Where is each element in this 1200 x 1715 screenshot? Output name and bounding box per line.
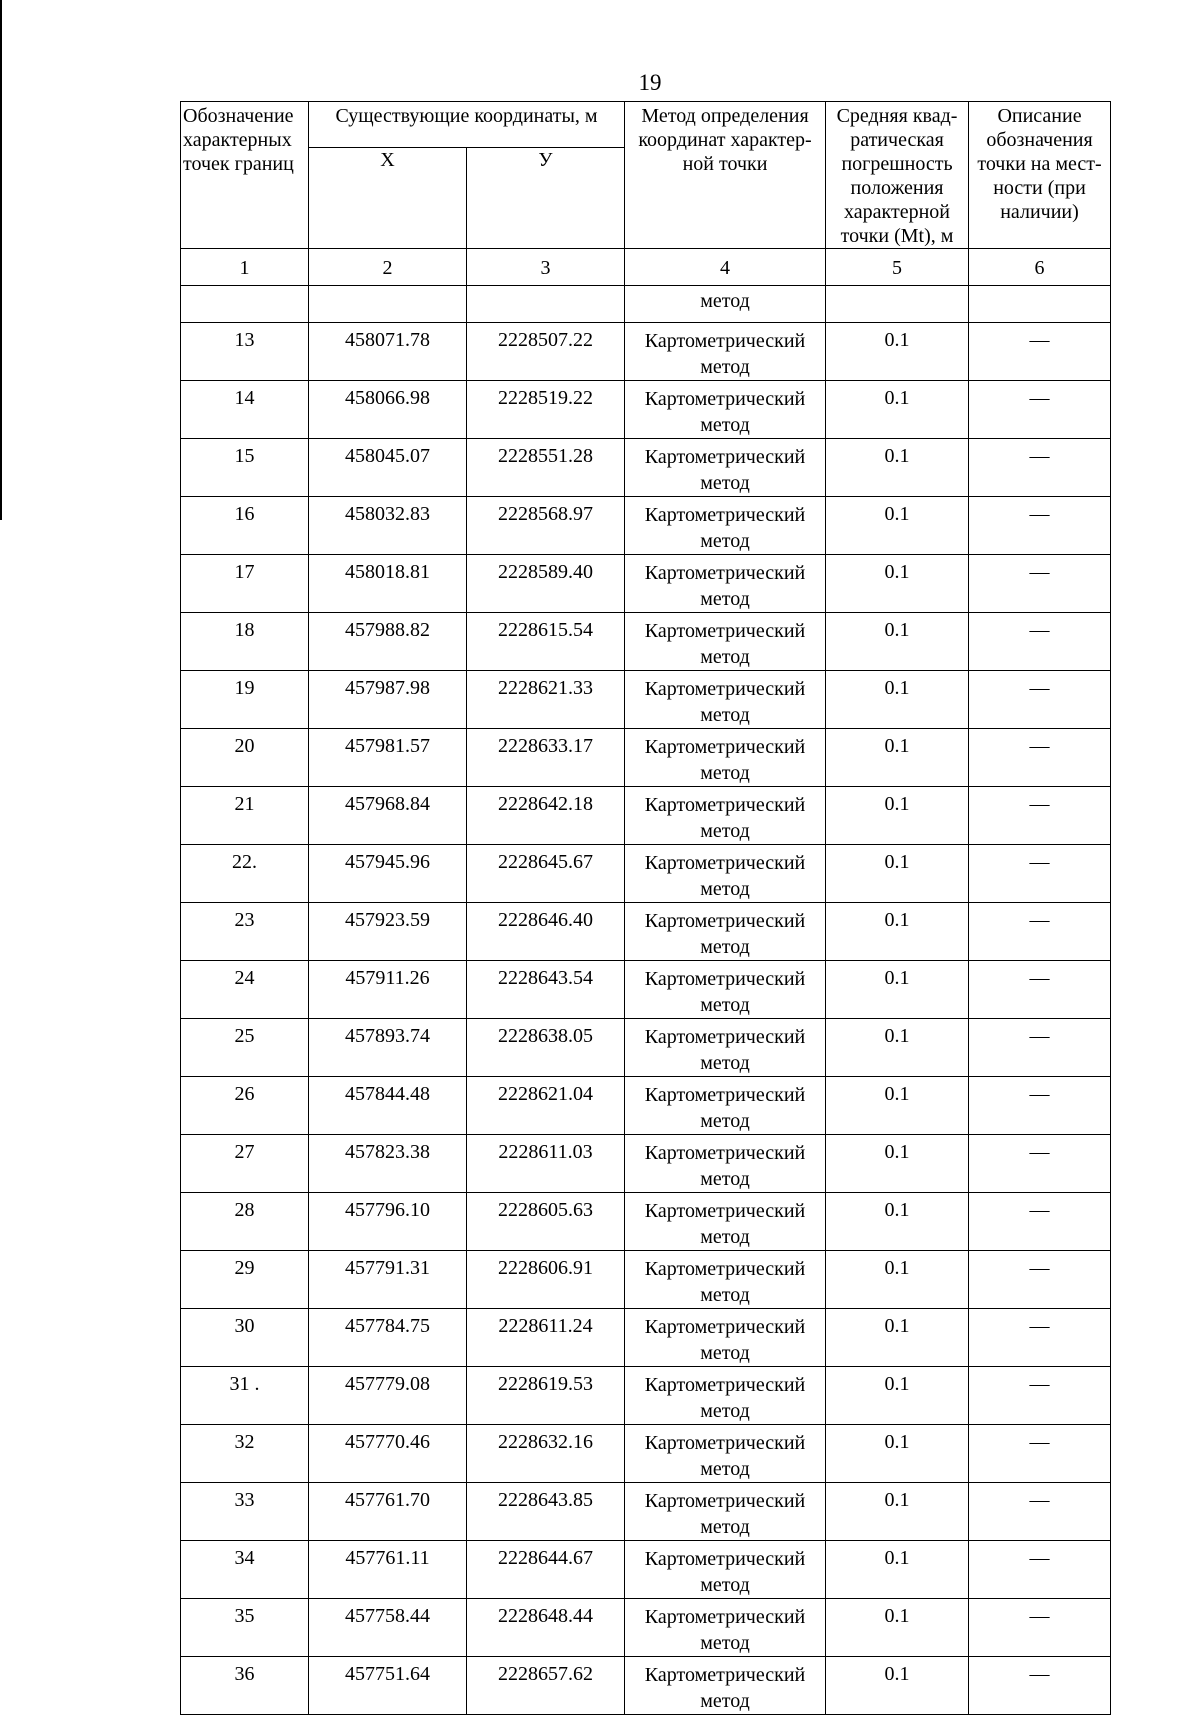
coord-y-cell: 2228646.40 — [467, 903, 625, 961]
description-cell: — — [969, 787, 1111, 845]
coord-y-cell: 2228638.05 — [467, 1019, 625, 1077]
coord-y-cell: 2228611.24 — [467, 1309, 625, 1367]
error-cell: 0.1 — [826, 1077, 969, 1135]
coord-x-cell: 457945.96 — [309, 845, 467, 903]
coord-x-cell: 457981.57 — [309, 729, 467, 787]
coord-x-cell: 457923.59 — [309, 903, 467, 961]
method-line2: метод — [700, 1574, 750, 1596]
point-number-cell: 23 — [181, 903, 309, 961]
coord-y-cell: 2228619.53 — [467, 1367, 625, 1425]
method-line1: Картометрический — [644, 794, 806, 816]
error-cell: 0.1 — [826, 1367, 969, 1425]
method-line2: метод — [700, 1052, 750, 1074]
coord-x-cell: 457761.11 — [309, 1541, 467, 1599]
point-number-cell: 36 — [181, 1657, 309, 1715]
coord-y-cell: 2228605.63 — [467, 1193, 625, 1251]
error-cell: 0.1 — [826, 1251, 969, 1309]
method-line1: Картометрический — [644, 968, 806, 990]
column-number: 1 — [181, 249, 309, 286]
header-error: Средняя квад-ратическая погрешность положения характерной точки (Mt), м — [826, 102, 969, 249]
error-cell: 0.1 — [826, 613, 969, 671]
error-cell: 0.1 — [826, 323, 969, 381]
coord-y-cell: 2228551.28 — [467, 439, 625, 497]
description-cell: — — [969, 1541, 1111, 1599]
method-line2: метод — [700, 878, 750, 900]
coord-x-cell: 457823.38 — [309, 1135, 467, 1193]
method-cell — [625, 381, 826, 439]
method-cell — [625, 1541, 826, 1599]
method-line1: Картометрический — [644, 678, 806, 700]
method-line1: Картометрический — [644, 562, 806, 584]
description-cell: — — [969, 323, 1111, 381]
description-cell: — — [969, 497, 1111, 555]
table-row — [181, 729, 1111, 787]
description-cell: — — [969, 1309, 1111, 1367]
coord-y-cell: 2228589.40 — [467, 555, 625, 613]
point-number-cell: 27 — [181, 1135, 309, 1193]
column-number: 5 — [826, 249, 969, 286]
method-line2: метод — [700, 1400, 750, 1422]
coord-x-cell: 457770.46 — [309, 1425, 467, 1483]
coord-y-cell: 2228644.67 — [467, 1541, 625, 1599]
page-number: 19 — [638, 70, 662, 95]
error-cell: 0.1 — [826, 1599, 969, 1657]
description-cell: — — [969, 1077, 1111, 1135]
description-cell: — — [969, 1425, 1111, 1483]
table-row — [181, 323, 1111, 381]
description-cell: — — [969, 961, 1111, 1019]
description-cell: — — [969, 1251, 1111, 1309]
error-cell: 0.1 — [826, 555, 969, 613]
method-line1: Картометрический — [644, 1084, 806, 1106]
error-cell: 0.1 — [826, 1541, 969, 1599]
error-cell: 0.1 — [826, 381, 969, 439]
coord-x-cell: 457751.64 — [309, 1657, 467, 1715]
coord-y-cell: 2228568.97 — [467, 497, 625, 555]
method-line1: Картометрический — [644, 852, 806, 874]
description-cell: — — [969, 1135, 1111, 1193]
method-cell — [625, 1135, 826, 1193]
method-line1: Картометрический — [644, 1026, 806, 1048]
method-cell — [625, 497, 826, 555]
continuation-row — [181, 286, 1111, 323]
table-row — [181, 845, 1111, 903]
point-number-cell: 25 — [181, 1019, 309, 1077]
method-line1: Картометрический — [644, 620, 806, 642]
coord-x-cell: 458071.78 — [309, 323, 467, 381]
column-number-row — [181, 249, 1111, 286]
table-row — [181, 381, 1111, 439]
table-row — [181, 555, 1111, 613]
coordinates-table — [180, 101, 1111, 1715]
description-cell: — — [969, 1657, 1111, 1715]
method-line2: метод — [700, 646, 750, 668]
coord-y-cell: 2228519.22 — [467, 381, 625, 439]
point-number-cell: 29 — [181, 1251, 309, 1309]
description-cell: — — [969, 1367, 1111, 1425]
table-row — [181, 1657, 1111, 1715]
coord-y-cell: 2228632.16 — [467, 1425, 625, 1483]
table-row — [181, 1309, 1111, 1367]
coord-x-cell: 457893.74 — [309, 1019, 467, 1077]
point-number-cell: 16 — [181, 497, 309, 555]
continuation-method: метод — [625, 286, 826, 323]
table-row — [181, 497, 1111, 555]
point-number-cell: 31 . — [181, 1367, 309, 1425]
point-number-cell: 34 — [181, 1541, 309, 1599]
coord-y-cell: 2228642.18 — [467, 787, 625, 845]
error-cell: 0.1 — [826, 1425, 969, 1483]
coord-y-cell: 2228507.22 — [467, 323, 625, 381]
description-cell: — — [969, 1483, 1111, 1541]
point-number-cell: 20 — [181, 729, 309, 787]
point-number-cell: 13 — [181, 323, 309, 381]
method-cell — [625, 787, 826, 845]
coord-y-cell: 2228657.62 — [467, 1657, 625, 1715]
continuation-cell — [467, 286, 625, 323]
coord-y-cell: 2228606.91 — [467, 1251, 625, 1309]
coord-y-cell: 2228621.04 — [467, 1077, 625, 1135]
coord-y-cell: 2228643.85 — [467, 1483, 625, 1541]
error-cell: 0.1 — [826, 1309, 969, 1367]
error-cell: 0.1 — [826, 1483, 969, 1541]
table-row — [181, 1425, 1111, 1483]
method-cell — [625, 961, 826, 1019]
coord-y-cell: 2228615.54 — [467, 613, 625, 671]
table-row — [181, 1193, 1111, 1251]
continuation-cell — [969, 286, 1111, 323]
method-line2: метод — [700, 356, 750, 378]
method-cell — [625, 729, 826, 787]
method-line1: Картометрический — [644, 1142, 806, 1164]
column-number: 2 — [309, 249, 467, 286]
coord-x-cell: 457987.98 — [309, 671, 467, 729]
method-cell — [625, 903, 826, 961]
method-line1: Картометрический — [644, 1664, 806, 1686]
method-line1: Картометрический — [644, 1258, 806, 1280]
description-cell: — — [969, 1193, 1111, 1251]
method-line1: Картометрический — [644, 388, 806, 410]
point-number-cell: 14 — [181, 381, 309, 439]
point-number-cell: 28 — [181, 1193, 309, 1251]
method-line1: Картометрический — [644, 1548, 806, 1570]
table-row — [181, 1251, 1111, 1309]
error-cell: 0.1 — [826, 1193, 969, 1251]
coord-x-cell: 457791.31 — [309, 1251, 467, 1309]
table-row — [181, 1483, 1111, 1541]
method-line1: Картометрический — [644, 1316, 806, 1338]
point-number-cell: 15 — [181, 439, 309, 497]
table-row — [181, 961, 1111, 1019]
point-number-cell: 26 — [181, 1077, 309, 1135]
coord-x-cell: 457844.48 — [309, 1077, 467, 1135]
method-line2: метод — [700, 1690, 750, 1712]
method-cell — [625, 323, 826, 381]
coord-y-cell: 2228633.17 — [467, 729, 625, 787]
method-line2: метод — [700, 1168, 750, 1190]
table-row — [181, 439, 1111, 497]
point-number-cell: 33 — [181, 1483, 309, 1541]
column-number: 6 — [969, 249, 1111, 286]
coord-x-cell: 457796.10 — [309, 1193, 467, 1251]
coord-x-cell: 457779.08 — [309, 1367, 467, 1425]
error-cell: 0.1 — [826, 729, 969, 787]
error-cell: 0.1 — [826, 1135, 969, 1193]
header-coordinates-group: Существующие координаты, м — [309, 102, 625, 148]
method-cell — [625, 1251, 826, 1309]
point-number-cell: 18 — [181, 613, 309, 671]
coord-y-cell: 2228648.44 — [467, 1599, 625, 1657]
coord-y-cell: 2228643.54 — [467, 961, 625, 1019]
error-cell: 0.1 — [826, 903, 969, 961]
description-cell: — — [969, 845, 1111, 903]
method-line1: Картометрический — [644, 446, 806, 468]
column-number: 4 — [625, 249, 826, 286]
method-line2: метод — [700, 704, 750, 726]
header-method: Метод определения координат характер-ной точки — [625, 102, 826, 249]
method-line2: метод — [700, 994, 750, 1016]
method-line2: метод — [700, 762, 750, 784]
point-number-cell: 17 — [181, 555, 309, 613]
coord-x-cell: 457968.84 — [309, 787, 467, 845]
error-cell: 0.1 — [826, 439, 969, 497]
method-line2: метод — [700, 1226, 750, 1248]
point-number-cell: 21 — [181, 787, 309, 845]
header-coord-x: X — [309, 148, 467, 249]
point-number-cell: 35 — [181, 1599, 309, 1657]
header-row — [181, 102, 1111, 148]
method-line2: метод — [700, 1342, 750, 1364]
method-cell — [625, 845, 826, 903]
coord-x-cell: 458018.81 — [309, 555, 467, 613]
table-row — [181, 903, 1111, 961]
method-line1: Картометрический — [644, 1606, 806, 1628]
column-number: 3 — [467, 249, 625, 286]
table-row — [181, 1541, 1111, 1599]
error-cell: 0.1 — [826, 671, 969, 729]
method-line2: метод — [700, 472, 750, 494]
coord-x-cell: 458032.83 — [309, 497, 467, 555]
table-row — [181, 613, 1111, 671]
point-number-cell: 22. — [181, 845, 309, 903]
continuation-cell — [309, 286, 467, 323]
method-line2: метод — [700, 530, 750, 552]
method-cell — [625, 1077, 826, 1135]
method-line2: метод — [700, 1110, 750, 1132]
point-number-cell: 19 — [181, 671, 309, 729]
method-cell — [625, 1483, 826, 1541]
method-cell — [625, 1193, 826, 1251]
method-line1: Картометрический — [644, 1200, 806, 1222]
coord-y-cell: 2228611.03 — [467, 1135, 625, 1193]
coord-x-cell: 457911.26 — [309, 961, 467, 1019]
coord-x-cell: 458066.98 — [309, 381, 467, 439]
table-row — [181, 787, 1111, 845]
method-line2: метод — [700, 414, 750, 436]
description-cell: — — [969, 903, 1111, 961]
table-row — [181, 1599, 1111, 1657]
description-cell: — — [969, 439, 1111, 497]
description-cell: — — [969, 555, 1111, 613]
coord-x-cell: 457988.82 — [309, 613, 467, 671]
error-cell: 0.1 — [826, 787, 969, 845]
table-row — [181, 1367, 1111, 1425]
method-line1: Картометрический — [644, 1432, 806, 1454]
header-description: Описание обозначения точки на мест-ности (при наличии) — [969, 102, 1111, 249]
error-cell: 0.1 — [826, 961, 969, 1019]
table-row — [181, 1135, 1111, 1193]
method-line1: Картометрический — [644, 1490, 806, 1512]
coord-y-cell: 2228645.67 — [467, 845, 625, 903]
method-cell — [625, 1019, 826, 1077]
method-line1: Картометрический — [644, 910, 806, 932]
coord-x-cell: 457758.44 — [309, 1599, 467, 1657]
description-cell: — — [969, 1599, 1111, 1657]
description-cell: — — [969, 729, 1111, 787]
coord-x-cell: 458045.07 — [309, 439, 467, 497]
method-cell — [625, 671, 826, 729]
coord-y-cell: 2228621.33 — [467, 671, 625, 729]
method-cell — [625, 439, 826, 497]
table-row — [181, 671, 1111, 729]
description-cell: — — [969, 671, 1111, 729]
point-number-cell: 24 — [181, 961, 309, 1019]
method-cell — [625, 1657, 826, 1715]
table-row — [181, 1077, 1111, 1135]
description-cell: — — [969, 613, 1111, 671]
method-cell — [625, 1599, 826, 1657]
method-line2: метод — [700, 1284, 750, 1306]
description-cell: — — [969, 1019, 1111, 1077]
method-line1: Картометрический — [644, 504, 806, 526]
error-cell: 0.1 — [826, 1019, 969, 1077]
method-cell — [625, 613, 826, 671]
error-cell: 0.1 — [826, 1657, 969, 1715]
point-number-cell: 30 — [181, 1309, 309, 1367]
method-line1: Картометрический — [644, 736, 806, 758]
error-cell: 0.1 — [826, 845, 969, 903]
method-cell — [625, 1309, 826, 1367]
method-line2: метод — [700, 588, 750, 610]
table-row — [181, 1019, 1111, 1077]
method-line2: метод — [700, 936, 750, 958]
method-cell — [625, 555, 826, 613]
point-number-cell: 32 — [181, 1425, 309, 1483]
coord-x-cell: 457784.75 — [309, 1309, 467, 1367]
continuation-cell — [181, 286, 309, 323]
method-line2: метод — [700, 1516, 750, 1538]
description-cell: — — [969, 381, 1111, 439]
header-coord-y: У — [467, 148, 625, 249]
continuation-cell — [826, 286, 969, 323]
error-cell: 0.1 — [826, 497, 969, 555]
method-line2: метод — [700, 1458, 750, 1480]
method-line1: Картометрический — [644, 1374, 806, 1396]
method-line1: Картометрический — [644, 330, 806, 352]
method-line2: метод — [700, 1632, 750, 1654]
header-point-label: Обозначение характерных точек границ — [181, 102, 309, 249]
method-line2: метод — [700, 820, 750, 842]
coord-x-cell: 457761.70 — [309, 1483, 467, 1541]
method-cell — [625, 1425, 826, 1483]
method-cell — [625, 1367, 826, 1425]
